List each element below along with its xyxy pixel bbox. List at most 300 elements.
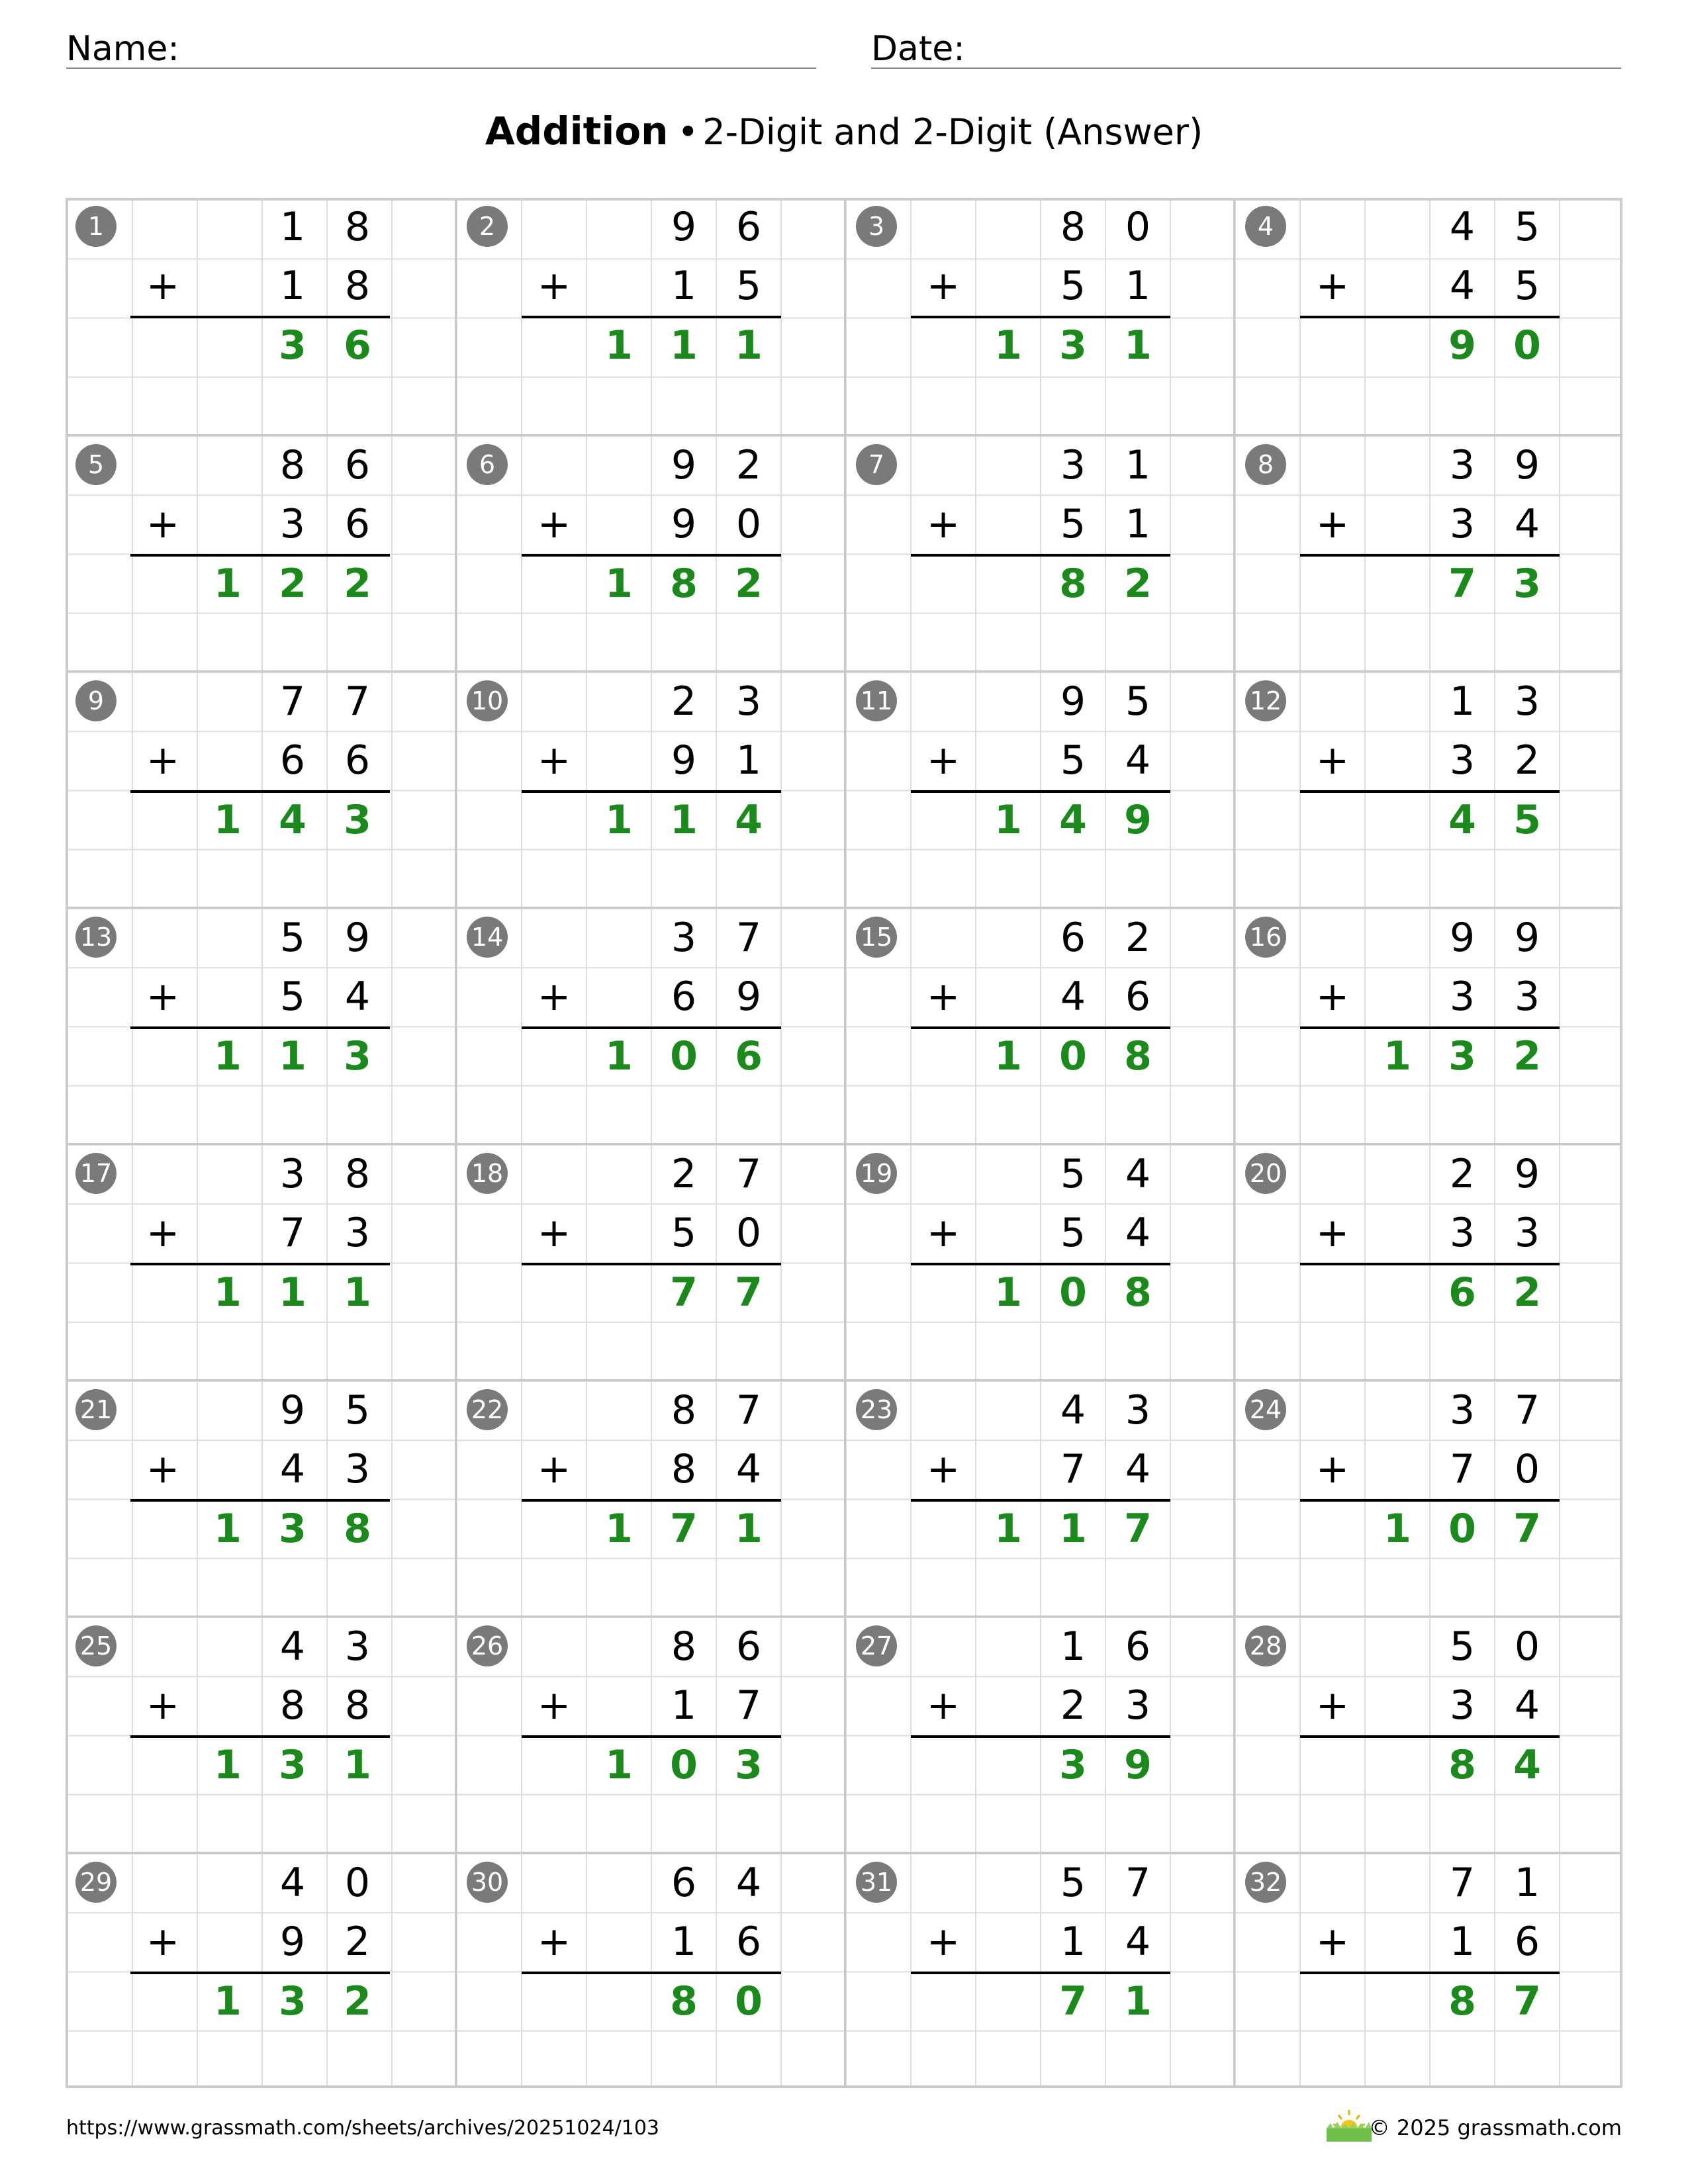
name-field[interactable]: [66, 26, 816, 69]
plus-sign: +: [1315, 1682, 1350, 1729]
answer-digit: 1: [605, 1741, 633, 1788]
answer-digit: 1: [605, 1032, 633, 1079]
addend-top-digit: 9: [1514, 915, 1540, 961]
plus-sign: +: [1315, 737, 1350, 784]
addend-bottom-digit: 5: [1060, 263, 1086, 310]
addend-top-digit: 3: [1125, 1387, 1151, 1433]
plus-sign: +: [1315, 263, 1350, 310]
problem-block: [844, 670, 1233, 907]
answer-digit: 1: [214, 1978, 242, 2025]
problem-number-badge: 8: [1245, 444, 1286, 485]
answer-digit: 1: [994, 322, 1022, 369]
addend-top-digit: 9: [1449, 915, 1476, 961]
plus-sign: +: [146, 737, 180, 784]
addend-bottom-digit: 6: [1125, 974, 1151, 1021]
answer-digit: 8: [1448, 1978, 1476, 2025]
addend-bottom-digit: 1: [1125, 263, 1151, 310]
addend-top-digit: 6: [1125, 1623, 1151, 1670]
answer-digit: 7: [1513, 1505, 1541, 1552]
addend-bottom-digit: 1: [1060, 1919, 1086, 1966]
problem-block: [455, 1615, 844, 1852]
answer-digit: 1: [605, 1505, 633, 1552]
problem-number-badge: 20: [1245, 1153, 1286, 1194]
answer-digit: 4: [1448, 796, 1476, 843]
addend-top-digit: 3: [1514, 678, 1540, 725]
addend-top-digit: 3: [1449, 1387, 1476, 1433]
addend-top-digit: 7: [1125, 1860, 1151, 1906]
addend-bottom-digit: 6: [279, 737, 306, 784]
footer-url[interactable]: https://www.grassmath.com/sheets/archives/20251024/103: [66, 2116, 660, 2140]
addend-top-digit: 8: [344, 204, 371, 250]
problem-number-badge: 14: [467, 917, 508, 958]
answer-digit: 4: [1059, 796, 1087, 843]
addend-bottom-digit: 9: [671, 737, 697, 784]
answer-digit: 2: [1124, 560, 1152, 607]
answer-digit: 1: [214, 1269, 242, 1316]
addend-top-digit: 9: [1514, 442, 1540, 488]
problem-block: [455, 907, 844, 1143]
addend-bottom-digit: 5: [1060, 1210, 1086, 1257]
problem-number-badge: 12: [1245, 680, 1286, 721]
answer-digit: 1: [605, 560, 633, 607]
addend-top-digit: 6: [735, 204, 762, 250]
problem-number-badge: 6: [467, 444, 508, 485]
problem-block: [66, 907, 455, 1143]
answer-digit: 1: [1383, 1032, 1411, 1079]
answer-digit: 1: [1124, 1978, 1152, 2025]
problem-number-badge: 21: [75, 1389, 117, 1430]
answer-digit: 8: [1059, 560, 1087, 607]
problem-block: [844, 198, 1233, 434]
answer-digit: 0: [1059, 1032, 1087, 1079]
problem-number-badge: 22: [467, 1389, 508, 1430]
title-separator: •: [677, 111, 699, 153]
addend-bottom-digit: 3: [344, 1210, 371, 1257]
answer-digit: 8: [670, 1978, 698, 2025]
problem-number-badge: 32: [1245, 1862, 1286, 1903]
addend-bottom-digit: 4: [1060, 974, 1086, 1021]
answer-digit: 2: [1513, 1032, 1541, 1079]
worksheet-title: [0, 105, 1688, 159]
answer-digit: 1: [994, 796, 1022, 843]
addend-top-digit: 5: [1060, 1860, 1086, 1906]
problem-block: [844, 434, 1233, 670]
answer-digit: 3: [279, 1505, 306, 1552]
problem-number-badge: 29: [75, 1862, 117, 1903]
answer-digit: 8: [1124, 1269, 1152, 1316]
addend-bottom-digit: 4: [1514, 1682, 1540, 1729]
addend-top-digit: 5: [344, 1387, 371, 1433]
addend-bottom-digit: 5: [1060, 737, 1086, 784]
problem-number-badge: 7: [856, 444, 897, 485]
addend-bottom-digit: 3: [1449, 737, 1476, 784]
addend-bottom-digit: 1: [671, 263, 697, 310]
addend-top-digit: 0: [1514, 1623, 1540, 1670]
date-field[interactable]: [871, 26, 1621, 69]
answer-digit: 1: [735, 322, 763, 369]
addend-top-digit: 8: [344, 1151, 371, 1197]
addend-bottom-digit: 0: [1514, 1446, 1540, 1493]
answer-digit: 3: [1448, 1032, 1476, 1079]
answer-digit: 3: [344, 1032, 371, 1079]
answer-digit: 0: [670, 1032, 698, 1079]
addend-top-digit: 1: [1514, 1860, 1540, 1906]
addend-bottom-digit: 7: [279, 1210, 306, 1257]
addend-bottom-digit: 3: [344, 1446, 371, 1493]
addend-top-digit: 5: [1449, 1623, 1476, 1670]
plus-sign: +: [1315, 1919, 1350, 1966]
problem-number-badge: 11: [856, 680, 897, 721]
addend-bottom-digit: 6: [344, 501, 371, 548]
addend-top-digit: 3: [344, 1623, 371, 1670]
plus-sign: +: [926, 1446, 961, 1493]
answer-digit: 1: [735, 1505, 763, 1552]
addend-top-digit: 3: [1449, 442, 1476, 488]
addend-top-digit: 8: [1060, 204, 1086, 250]
plus-sign: +: [926, 1682, 961, 1729]
problem-block: [66, 670, 455, 907]
addend-bottom-digit: 9: [671, 501, 697, 548]
plus-sign: +: [926, 1919, 961, 1966]
addend-top-digit: 9: [1060, 678, 1086, 725]
problem-number-badge: 18: [467, 1153, 508, 1194]
problem-block: [455, 1852, 844, 2088]
addend-bottom-digit: 1: [671, 1682, 697, 1729]
answer-digit: 1: [605, 796, 633, 843]
problem-block: [455, 1379, 844, 1615]
plus-sign: +: [537, 974, 571, 1021]
problem-number-badge: 27: [856, 1625, 897, 1666]
addend-bottom-digit: 6: [1514, 1919, 1540, 1966]
addend-bottom-digit: 3: [1449, 501, 1476, 548]
plus-sign: +: [926, 1210, 961, 1257]
plus-sign: +: [146, 501, 180, 548]
plus-sign: +: [537, 1446, 571, 1493]
plus-sign: +: [926, 737, 961, 784]
addend-bottom-digit: 1: [735, 737, 762, 784]
addend-top-digit: 2: [735, 442, 762, 488]
addend-top-digit: 7: [735, 1387, 762, 1433]
addend-bottom-digit: 5: [279, 974, 306, 1021]
problem-number-badge: 30: [467, 1862, 508, 1903]
addend-bottom-digit: 8: [279, 1682, 306, 1729]
addend-top-digit: 2: [671, 1151, 697, 1197]
answer-digit: 2: [279, 560, 306, 607]
answer-digit: 5: [1513, 796, 1541, 843]
plus-sign: +: [146, 1919, 180, 1966]
answer-digit: 4: [1513, 1741, 1541, 1788]
addend-top-digit: 8: [671, 1623, 697, 1670]
addend-top-digit: 7: [279, 678, 306, 725]
problem-number-badge: 15: [856, 917, 897, 958]
addend-top-digit: 3: [671, 915, 697, 961]
addend-top-digit: 9: [671, 204, 697, 250]
answer-digit: 7: [670, 1505, 698, 1552]
addend-top-digit: 5: [279, 915, 306, 961]
answer-digit: 3: [279, 1741, 306, 1788]
problem-block: [66, 1143, 455, 1379]
addend-bottom-digit: 6: [735, 1919, 762, 1966]
addend-top-digit: 1: [1125, 442, 1151, 488]
plus-sign: +: [537, 1682, 571, 1729]
addend-top-digit: 6: [735, 1623, 762, 1670]
problem-block: [844, 1615, 1233, 1852]
problem-number-badge: 9: [75, 680, 117, 721]
addend-bottom-digit: 4: [1125, 1210, 1151, 1257]
title-main: Addition: [485, 109, 669, 154]
problem-block: [844, 907, 1233, 1143]
answer-digit: 7: [1513, 1978, 1541, 2025]
addend-top-digit: 2: [671, 678, 697, 725]
answer-digit: 7: [670, 1269, 698, 1316]
problem-block: [455, 434, 844, 670]
problem-number-badge: 5: [75, 444, 117, 485]
problem-block: [455, 670, 844, 907]
addend-top-digit: 7: [1514, 1387, 1540, 1433]
answer-digit: 9: [1124, 796, 1152, 843]
problem-number-badge: 3: [856, 206, 897, 247]
addend-bottom-digit: 8: [344, 263, 371, 310]
addend-top-digit: 4: [279, 1623, 306, 1670]
problem-number-badge: 2: [467, 206, 508, 247]
addend-bottom-digit: 9: [735, 974, 762, 1021]
addend-bottom-digit: 1: [1449, 1919, 1476, 1966]
problem-grid: [66, 198, 1622, 2088]
answer-digit: 3: [279, 1978, 306, 2025]
problem-block: [1233, 198, 1622, 434]
problem-number-badge: 24: [1245, 1389, 1286, 1430]
addend-bottom-digit: 4: [1449, 263, 1476, 310]
addend-top-digit: 3: [1060, 442, 1086, 488]
addend-top-digit: 3: [279, 1151, 306, 1197]
plus-sign: +: [146, 263, 180, 310]
addend-top-digit: 1: [1449, 678, 1476, 725]
problem-number-badge: 23: [856, 1389, 897, 1430]
plus-sign: +: [146, 1682, 180, 1729]
problem-block: [1233, 434, 1622, 670]
answer-digit: 6: [735, 1032, 763, 1079]
answer-digit: 1: [994, 1269, 1022, 1316]
addend-bottom-digit: 4: [735, 1446, 762, 1493]
problem-number-badge: 16: [1245, 917, 1286, 958]
problem-block: [455, 1143, 844, 1379]
problem-number-badge: 19: [856, 1153, 897, 1194]
addend-bottom-digit: 7: [1060, 1446, 1086, 1493]
addend-bottom-digit: 2: [344, 1919, 371, 1966]
addend-bottom-digit: 6: [344, 737, 371, 784]
problem-number-badge: 17: [75, 1153, 117, 1194]
answer-digit: 7: [1124, 1505, 1152, 1552]
answer-digit: 1: [214, 560, 242, 607]
answer-digit: 4: [279, 796, 306, 843]
addend-top-digit: 4: [1125, 1151, 1151, 1197]
answer-digit: 8: [1448, 1741, 1476, 1788]
plus-sign: +: [926, 263, 961, 310]
answer-digit: 6: [1448, 1269, 1476, 1316]
problem-block: [66, 1379, 455, 1615]
answer-digit: 3: [1513, 560, 1541, 607]
answer-digit: 2: [344, 560, 371, 607]
addend-top-digit: 9: [671, 442, 697, 488]
answer-digit: 8: [670, 560, 698, 607]
addend-top-digit: 4: [735, 1860, 762, 1906]
addend-bottom-digit: 3: [1514, 974, 1540, 1021]
plus-sign: +: [146, 1210, 180, 1257]
addend-bottom-digit: 0: [735, 1210, 762, 1257]
answer-digit: 1: [214, 1505, 242, 1552]
problem-block: [1233, 1379, 1622, 1615]
answer-digit: 1: [1383, 1505, 1411, 1552]
problem-number-badge: 26: [467, 1625, 508, 1666]
addend-top-digit: 4: [1060, 1387, 1086, 1433]
plus-sign: +: [537, 737, 571, 784]
answer-digit: 7: [1448, 560, 1476, 607]
answer-digit: 0: [670, 1741, 698, 1788]
problem-block: [1233, 1143, 1622, 1379]
addend-top-digit: 4: [1449, 204, 1476, 250]
addend-bottom-digit: 4: [279, 1446, 306, 1493]
plus-sign: +: [1315, 501, 1350, 548]
answer-digit: 1: [994, 1505, 1022, 1552]
addend-bottom-digit: 8: [344, 1682, 371, 1729]
addend-bottom-digit: 1: [1125, 501, 1151, 548]
addend-bottom-digit: 3: [1125, 1682, 1151, 1729]
addend-bottom-digit: 3: [1449, 1210, 1476, 1257]
problem-block: [1233, 907, 1622, 1143]
date-label: Date:: [871, 29, 965, 69]
addend-bottom-digit: 3: [1449, 1682, 1476, 1729]
addend-top-digit: 5: [1060, 1151, 1086, 1197]
problem-block: [66, 1615, 455, 1852]
addend-top-digit: 6: [671, 1860, 697, 1906]
plus-sign: +: [537, 1919, 571, 1966]
addend-top-digit: 5: [1514, 204, 1540, 250]
addend-top-digit: 3: [735, 678, 762, 725]
addend-bottom-digit: 4: [344, 974, 371, 1021]
problem-block: [455, 198, 844, 434]
plus-sign: +: [146, 974, 180, 1021]
answer-digit: 1: [670, 796, 698, 843]
addend-bottom-digit: 1: [279, 263, 306, 310]
problem-block: [844, 1852, 1233, 2088]
answer-digit: 7: [735, 1269, 763, 1316]
problem-block: [1233, 1615, 1622, 1852]
addend-top-digit: 7: [1449, 1860, 1476, 1906]
addend-bottom-digit: 5: [735, 263, 762, 310]
answer-digit: 3: [1059, 1741, 1087, 1788]
plus-sign: +: [926, 974, 961, 1021]
addend-bottom-digit: 0: [735, 501, 762, 548]
plus-sign: +: [1315, 1210, 1350, 1257]
problem-number-badge: 4: [1245, 206, 1286, 247]
addend-top-digit: 6: [344, 442, 371, 488]
answer-digit: 0: [1513, 322, 1541, 369]
answer-digit: 9: [1124, 1741, 1152, 1788]
addend-bottom-digit: 7: [735, 1682, 762, 1729]
answer-digit: 0: [735, 1978, 763, 2025]
answer-digit: 6: [344, 322, 371, 369]
addend-bottom-digit: 4: [1514, 501, 1540, 548]
answer-digit: 3: [279, 322, 306, 369]
answer-digit: 3: [1059, 322, 1087, 369]
answer-digit: 1: [279, 1032, 306, 1079]
plus-sign: +: [537, 501, 571, 548]
answer-digit: 1: [344, 1741, 371, 1788]
problem-number-badge: 28: [1245, 1625, 1286, 1666]
addend-bottom-digit: 5: [1060, 501, 1086, 548]
answer-digit: 1: [214, 796, 242, 843]
addend-bottom-digit: 8: [671, 1446, 697, 1493]
addend-top-digit: 9: [1514, 1151, 1540, 1197]
problem-block: [66, 1852, 455, 2088]
addend-bottom-digit: 1: [671, 1919, 697, 1966]
plus-sign: +: [537, 263, 571, 310]
answer-digit: 4: [735, 796, 763, 843]
grass-sun-logo-icon: [1327, 2109, 1372, 2142]
addend-bottom-digit: 5: [1514, 263, 1540, 310]
problem-number-badge: 31: [856, 1862, 897, 1903]
addend-bottom-digit: 2: [1060, 1682, 1086, 1729]
footer-copyright: © 2025 grassmath.com: [1368, 2115, 1622, 2140]
answer-digit: 1: [1059, 1505, 1087, 1552]
addend-top-digit: 7: [344, 678, 371, 725]
addend-top-digit: 7: [735, 915, 762, 961]
addend-top-digit: 8: [671, 1387, 697, 1433]
addend-bottom-digit: 3: [1514, 1210, 1540, 1257]
plus-sign: +: [146, 1446, 180, 1493]
problem-block: [1233, 670, 1622, 907]
addend-bottom-digit: 3: [1449, 974, 1476, 1021]
addend-top-digit: 2: [1125, 915, 1151, 961]
addend-bottom-digit: 6: [671, 974, 697, 1021]
problem-number-badge: 25: [75, 1625, 117, 1666]
addend-top-digit: 0: [344, 1860, 371, 1906]
addend-top-digit: 9: [279, 1387, 306, 1433]
addend-bottom-digit: 2: [1514, 737, 1540, 784]
answer-digit: 0: [1448, 1505, 1476, 1552]
addend-top-digit: 9: [344, 915, 371, 961]
name-label: Name:: [66, 29, 179, 69]
answer-digit: 1: [344, 1269, 371, 1316]
answer-digit: 1: [994, 1032, 1022, 1079]
addend-top-digit: 6: [1060, 915, 1086, 961]
title-subtitle: 2-Digit and 2-Digit (Answer): [702, 111, 1203, 153]
problem-block: [1233, 1852, 1622, 2088]
addend-top-digit: 8: [279, 442, 306, 488]
problem-number-badge: 1: [75, 206, 117, 247]
addend-bottom-digit: 3: [279, 501, 306, 548]
addend-bottom-digit: 4: [1125, 737, 1151, 784]
answer-digit: 1: [214, 1032, 242, 1079]
answer-digit: 0: [1059, 1269, 1087, 1316]
answer-digit: 2: [1513, 1269, 1541, 1316]
addend-top-digit: 2: [1449, 1151, 1476, 1197]
addend-bottom-digit: 9: [279, 1919, 306, 1966]
plus-sign: +: [1315, 974, 1350, 1021]
answer-digit: 2: [735, 560, 763, 607]
answer-digit: 1: [670, 322, 698, 369]
plus-sign: +: [1315, 1446, 1350, 1493]
problem-block: [844, 1379, 1233, 1615]
answer-digit: 9: [1448, 322, 1476, 369]
answer-digit: 2: [344, 1978, 371, 2025]
plus-sign: +: [537, 1210, 571, 1257]
problem-number-badge: 13: [75, 917, 117, 958]
problem-block: [66, 434, 455, 670]
answer-digit: 1: [279, 1269, 306, 1316]
addend-top-digit: 4: [279, 1860, 306, 1906]
addend-top-digit: 1: [279, 204, 306, 250]
